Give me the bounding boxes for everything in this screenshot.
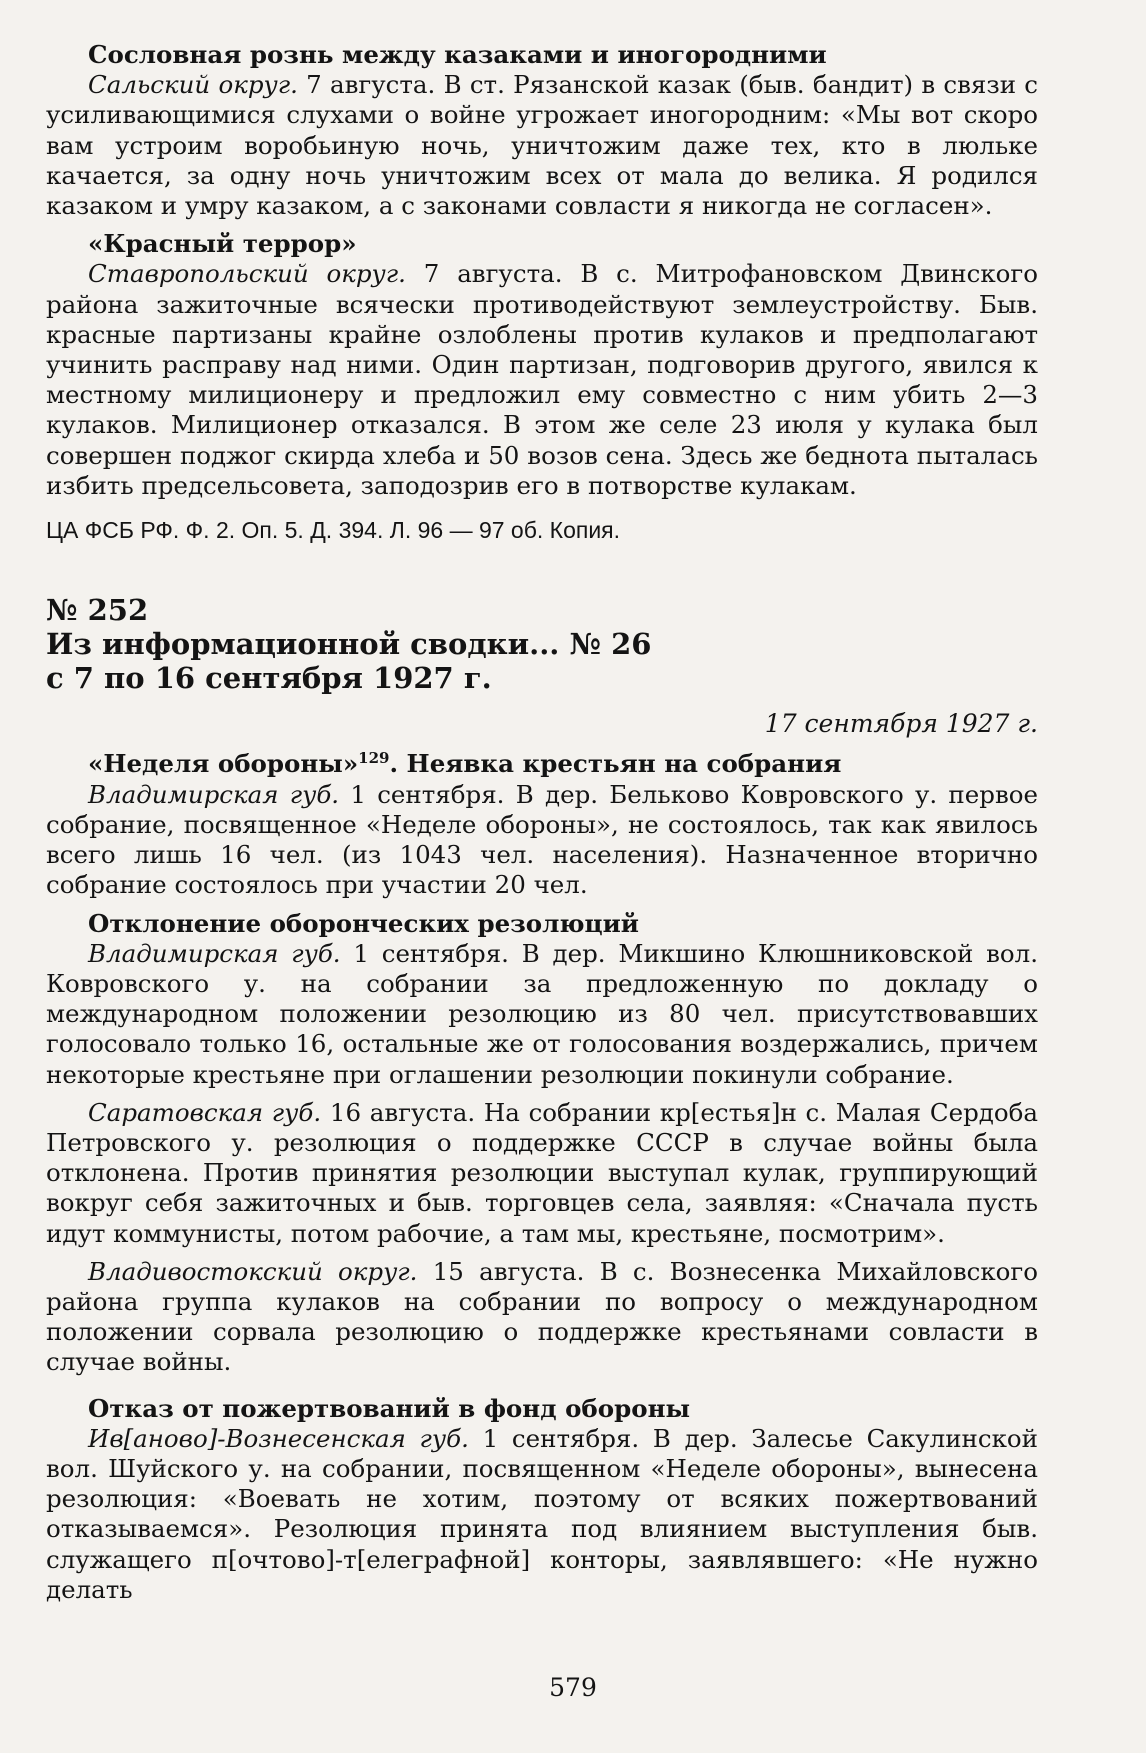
document-period: с 7 по 16 сентября 1927 г.: [46, 661, 492, 696]
paragraph-text: 1 сентября. В дер. Микшино Клюшниковской вол. Ковровского у. на собрании за предложенную по докладу о международном положении резолюцию из 80 чел. присутствовавших голосовало только 16, остальные же от голосования воздержались, причем некоторые крестьяне при оглашении резолюции покинули собрание.: [46, 938, 1038, 1089]
paragraph-text: 7 августа. В с. Митрофановском Двинского района зажиточные всячески противодействуют землеустройству. Быв. красные партизаны крайне озлоблены против кулаков и предполагают учинить расправу над ними. Один партизан, подговорив другого, явился к местному милиционеру и предложил ему совместно с ним убить 2—3 кулаков. Милиционер отказался. В этом же селе 23 июля у кулака был совершен поджог скирда хлеба и 50 возов сена. Здесь же беднота пыталась избить предсельсовета, заподозрив его в потворстве кулакам.: [46, 259, 1038, 500]
heading-text-rest: . Неявка крестьян на собрания: [389, 749, 842, 779]
section-heading: «Красный террор»: [88, 229, 357, 259]
section-heading: Отклонение оборонческих резолюций: [88, 908, 639, 938]
paragraph: [46, 780, 1038, 901]
place-name: Ив[аново]-Вознесенская губ.: [88, 1423, 469, 1453]
section-heading: Сословная рознь между казаками и иногородними: [88, 40, 827, 69]
paragraph-text: 16 августа. На собрании кр[естья]н с. Малая Сердоба Петровского у. резолюция о поддержке СССР в случае войны была отклонена. Против принятия резолюции выступал кулак, группирующий вокруг себя зажиточных и быв. торговцев села, заявляя: «Сначала пусть идут коммунисты, потом рабочие, а там мы, крестьяне, посмотрим».: [46, 1097, 1038, 1248]
place-name: Владимирская губ.: [88, 938, 341, 968]
place-name: Владивостокский округ.: [88, 1256, 418, 1286]
paragraph: [46, 939, 1038, 1090]
archive-source: ЦА ФСБ РФ. Ф. 2. Оп. 5. Д. 394. Л. 96 — 97 об. Копия.: [46, 517, 621, 544]
section-heading: [46, 743, 1038, 779]
place-name: Сальский округ.: [88, 70, 298, 100]
document-date: 17 сентября 1927 г.: [764, 709, 1038, 739]
page-number: 579: [549, 1673, 597, 1702]
section-heading: Отказ от пожертвований в фонд обороны: [88, 1393, 691, 1423]
paragraph: [46, 259, 1038, 501]
paragraph-text: 15 августа. В с. Вознесенка Михайловского района группа кулаков на собрании по вопросу о международном положении сорвала резолюцию о поддержке крестьянами совласти в случае войны.: [46, 1256, 1038, 1377]
place-name: Ставропольский округ.: [88, 259, 406, 289]
paragraph: [46, 70, 1038, 221]
paragraph-text: 1 сентября. В дер. Залесье Сакулинской вол. Шуйского у. на собрании, посвященном «Неделе обороны», вынесена резолюция: «Воевать не хотим, поэтому от всяких пожертвований отказываемся». Резолюция принята под влиянием выступления быв. служащего п[очтово]-т[елеграфной] конторы, заявлявшего: «Не нужно делать: [46, 1423, 1038, 1604]
place-name: Саратовская губ.: [88, 1097, 322, 1127]
page-body: [46, 40, 1038, 1605]
place-name: Владимирская губ.: [88, 779, 340, 809]
paragraph: [46, 1424, 1038, 1605]
paragraph: [46, 1098, 1038, 1249]
document-number: № 252: [46, 593, 149, 628]
heading-text: «Неделя обороны»: [88, 749, 359, 779]
footnote-ref: 129: [358, 749, 390, 768]
paragraph: [46, 1257, 1038, 1378]
paragraph-text: 7 августа. В ст. Рязанской казак (быв. бандит) в связи с усиливающимися слухами о войне угрожает иногородним: «Мы вот скоро вам устроим воробьиную ночь, уничтожим даже тех, кто в люльке качается, за одну ночь уничтожим всех от мала до велика. Я родился казаком и умру казаком, а с законами совласти я никогда не согласен».: [46, 70, 1038, 221]
paragraph-text: 1 сентября. В дер. Бельково Ковровского у. первое собрание, посвященное «Неделе обороны», не состоялось, так как явилось всего лишь 16 чел. (из 1043 чел. населения). Назначенное вторично собрание состоялось при участии 20 чел.: [46, 779, 1038, 900]
document-title: Из информационной сводки... № 26: [46, 627, 652, 662]
